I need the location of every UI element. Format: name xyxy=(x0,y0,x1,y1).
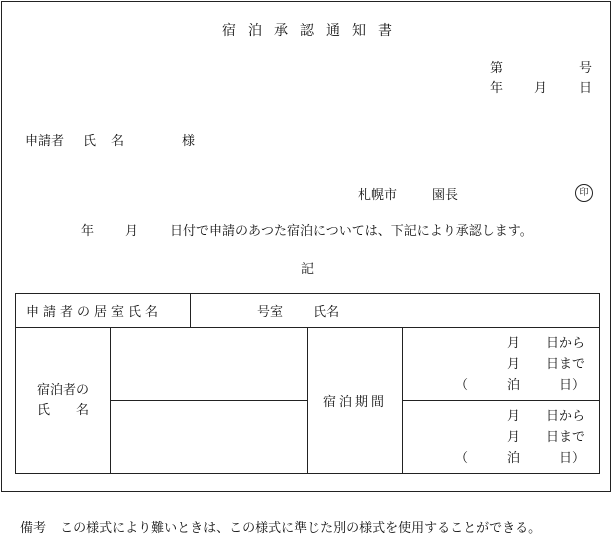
remark-text: この様式により難いときは、この様式に準じた別の様式を使用することができる。 xyxy=(60,521,542,536)
number-prefix: 第 xyxy=(490,61,504,76)
period-from-2: 月 日から xyxy=(507,408,586,424)
period-to-1: 月 日まで xyxy=(507,356,586,372)
period-nights-2: （ 泊 日） xyxy=(454,450,586,466)
issuer-city: 札幌市 xyxy=(358,188,398,203)
date-day: 日 xyxy=(579,81,593,96)
ki-mark: 記 xyxy=(301,262,315,277)
issuer-title: 園長 xyxy=(432,188,459,203)
period-to-2: 月 日まで xyxy=(507,429,586,445)
guest-label-line1: 宿泊者の xyxy=(36,382,89,398)
guest-label-cell xyxy=(16,328,111,474)
period-nights-1: （ 泊 日） xyxy=(454,377,586,393)
name-label: 氏名 xyxy=(313,305,340,320)
applicant-name-label: 氏 xyxy=(83,134,97,149)
body-year: 年 xyxy=(81,224,95,239)
body-month: 月 xyxy=(125,224,139,239)
guest-row-1 xyxy=(16,328,600,401)
remark xyxy=(20,517,541,536)
stay-table xyxy=(15,293,600,474)
residence-row xyxy=(16,294,600,328)
guest-name-field-2[interactable] xyxy=(111,401,308,474)
period-label: 宿泊期間 xyxy=(308,328,403,474)
honorific: 様 xyxy=(182,134,196,149)
document-title: 宿泊承認通知書 xyxy=(222,23,404,39)
period-cell-1[interactable] xyxy=(403,328,600,401)
seal-mark: 印 xyxy=(575,184,593,202)
room-label: 号室 xyxy=(257,305,284,320)
guest-label-shi: 氏 xyxy=(36,402,50,418)
guest-column-divider xyxy=(110,327,111,473)
period-from-1: 月 日から xyxy=(507,335,586,351)
guest-label-mei: 名 xyxy=(76,402,90,418)
residence-label: 申請者の居室氏名 xyxy=(16,294,191,328)
applicant-name-label-2: 名 xyxy=(111,134,125,149)
number-suffix: 号 xyxy=(579,61,593,76)
date-year: 年 xyxy=(490,81,504,96)
date-month: 月 xyxy=(534,81,548,96)
guest-label-line2 xyxy=(16,401,110,421)
remark-label: 備考 xyxy=(20,521,47,536)
applicant-label: 申請者 xyxy=(25,134,65,149)
residence-field[interactable] xyxy=(191,294,600,328)
guest-name-field-1[interactable] xyxy=(111,328,308,401)
body-text: 日付で申請のあつた宿泊については、下記により承認します。 xyxy=(170,224,533,239)
period-cell-2[interactable] xyxy=(403,401,600,474)
